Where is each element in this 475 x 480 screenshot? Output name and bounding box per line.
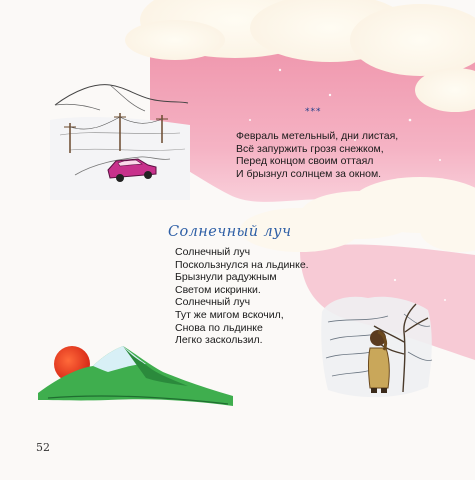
poem-line: Перед концом своим оттаял bbox=[236, 155, 374, 168]
sunset-mountains-illustration bbox=[38, 338, 233, 413]
poem-line: Снова по льдинке bbox=[175, 321, 263, 334]
poem-line: Солнечный луч bbox=[175, 296, 251, 309]
person-figure bbox=[369, 330, 390, 393]
poem-line: Тут же мигом вскочил, bbox=[175, 308, 284, 321]
poem-line: И брызнул солнцем за окном. bbox=[236, 167, 382, 180]
poem-line: Светом искринки. bbox=[175, 283, 261, 296]
poem-line: Солнечный луч bbox=[175, 246, 251, 258]
winter-road-illustration bbox=[50, 75, 190, 200]
page-number: 52 bbox=[36, 441, 50, 454]
poem-line: Февраль метельный, дни листая, bbox=[236, 130, 399, 142]
poem-february bbox=[236, 130, 398, 180]
stanza-ornament: *** bbox=[305, 107, 322, 117]
person-in-blizzard-illustration bbox=[318, 292, 436, 404]
poem-title: Солнечный луч bbox=[168, 224, 292, 240]
poem-line: Брызнули радужным bbox=[175, 271, 277, 284]
poem-line: Поскользнулся на льдинке. bbox=[175, 258, 309, 271]
poem-line: Легко заскользил. bbox=[175, 334, 263, 347]
poem-sunbeam bbox=[175, 246, 309, 347]
poem-line: Всё запуржить грозя снежком, bbox=[236, 142, 384, 155]
